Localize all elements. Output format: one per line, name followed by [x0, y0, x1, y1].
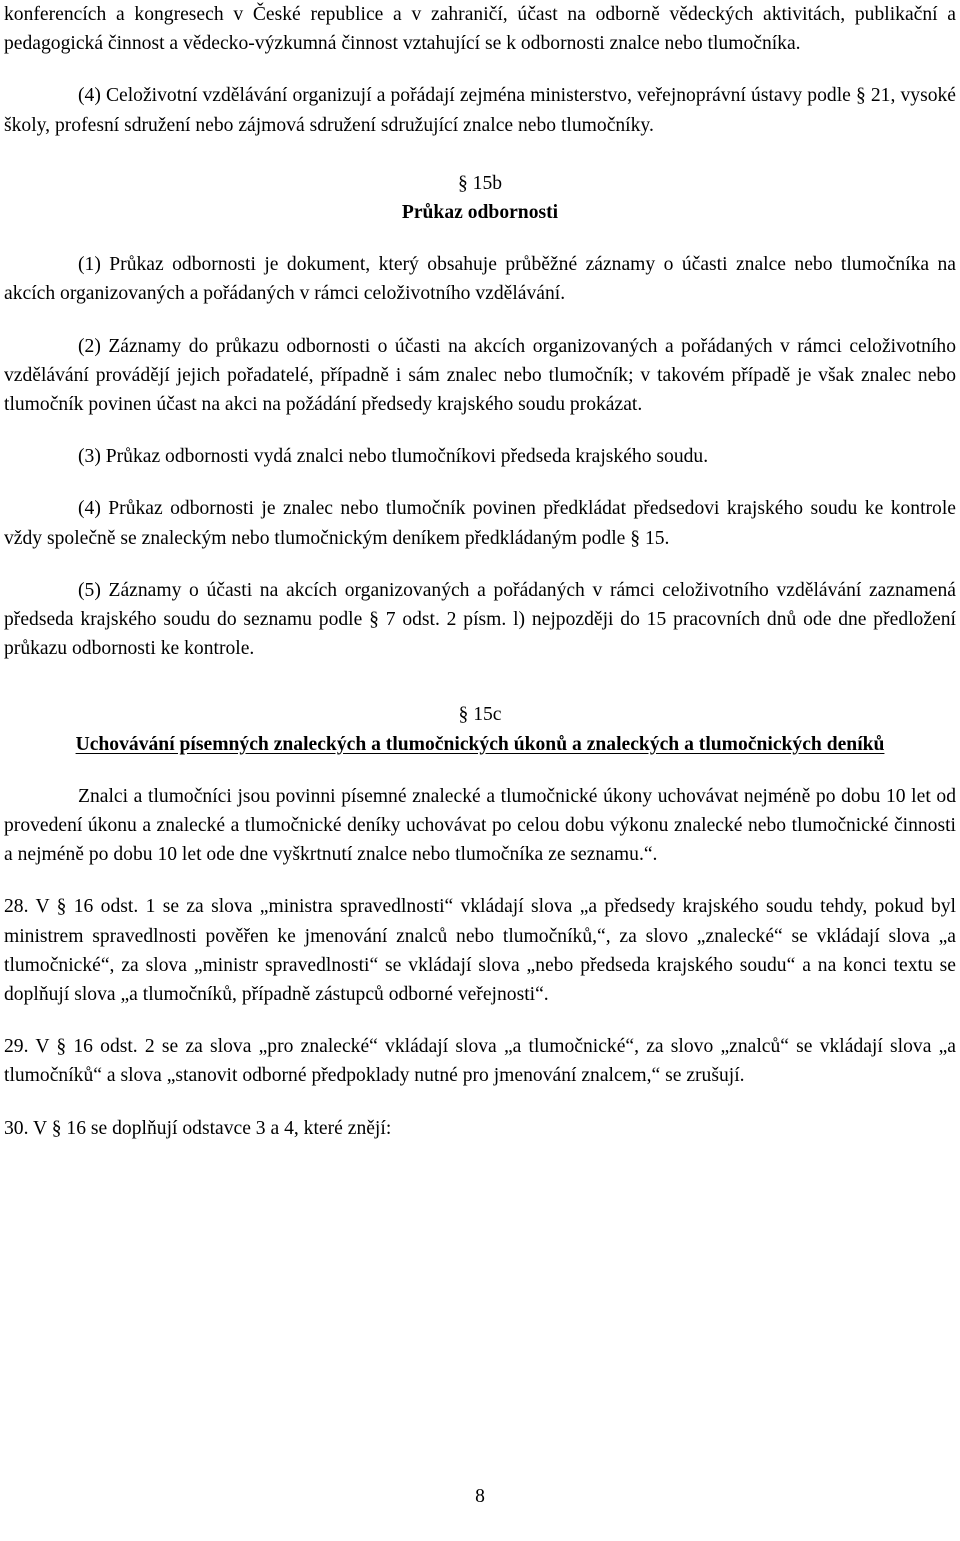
- section-15c-title: Uchovávání písemných znaleckých a tlumočnických úkonů a znaleckých a tlumočnických deníků: [75, 733, 885, 755]
- section-15c-number: § 15c: [458, 704, 502, 726]
- section-15b-paragraph-2: (2) Záznamy do průkazu odbornosti o účasti na akcích organizovaných a pořádaných v rámci celoživotního vzdělávání provádějí jejich pořadatelé, případně i sám znalec nebo tlumočník; v takovém případě je však znalec nebo tlumočník povinen účast na akci na požádání předsedy krajského soudu prokázat.: [4, 335, 956, 416]
- paragraph-intro: konferencích a kongresech v České republice a v zahraničí, účast na odborně vědeckých aktivitách, publikační a pedagogická činnost a vědecko-výzkumná činnost vztahující se k odbornosti znalce nebo tlumočníka.: [4, 4, 956, 55]
- section-15b-paragraph-4: (4) Průkaz odbornosti je znalec nebo tlumočník povinen předkládat předsedovi krajského soudu ke kontrole vždy společně se znaleckým nebo tlumočnickým deníkem předkládaným podle § 15.: [4, 498, 956, 549]
- section-15b-paragraph-1: (1) Průkaz odbornosti je dokument, který obsahuje průběžné záznamy o účasti znalce nebo tlumočníka na akcích organizovaných a pořádaných v rámci celoživotního vzdělávání.: [4, 254, 956, 305]
- section-15b-title: Průkaz odbornosti: [401, 202, 559, 224]
- amendment-item-28: 28. V § 16 odst. 1 se za slova „ministra spravedlnosti“ vkládají slova „a předsedy krajského soudu tehdy, pokud byl ministrem spravedlnosti pověřen ke jmenování znalců nebo tlumočníků,“, za slovo „znalecké“ se vkládají slova „a tlumočnické“, za slova „ministr spravedlnosti“ se vkládají slova „nebo předseda krajského soudu“ a na konci textu se doplňují slova „a tlumočníků, případně zástupců odborné veřejnosti“.: [4, 896, 956, 1006]
- section-15b-paragraph-5: (5) Záznamy o účasti na akcích organizovaných a pořádaných v rámci celoživotního vzdělávání zaznamená předseda krajského soudu do seznamu podle § 7 odst. 2 písm. l) nejpozději do 15 pracovních dnů ode dne předložení průkazu odbornosti ke kontrole.: [4, 579, 956, 660]
- document-page: [4, 0, 956, 1143]
- amendment-item-29: 29. V § 16 odst. 2 se za slova „pro znalecké“ vkládají slova „a tlumočnické“, za slovo „znalců“ se vkládají slova „a tlumočníků“ a slova „stanovit odborné předpoklady nutné pro jmenování znalcem,“ se zrušují.: [4, 1036, 956, 1087]
- section-15c-body: Znalci a tlumočníci jsou povinni písemné znalecké a tlumočnické úkony uchovávat nejméně po dobu 10 let od provedení úkonu a znalecké a tlumočnické deníky uchovávat po celou dobu výkonu znalecké nebo tlumočnické činnosti a nejméně po dobu 10 let ode dne vyškrtnutí znalce nebo tlumočníka ze seznamu.“.: [4, 785, 956, 866]
- paragraph-4-lifelong-education: (4) Celoživotní vzdělávání organizují a pořádají zejména ministerstvo, veřejnoprávní ústavy podle § 21, vysoké školy, profesní sdružení nebo zájmová sdružení sdružující znalce nebo tlumočníky.: [4, 85, 956, 136]
- page-number: 8: [475, 1486, 485, 1507]
- section-15b-paragraph-3: (3) Průkaz odbornosti vydá znalci nebo tlumočníkovi předseda krajského soudu.: [78, 446, 709, 468]
- section-15b-number: § 15b: [457, 172, 503, 194]
- amendment-item-30: 30. V § 16 se doplňují odstavce 3 a 4, které znějí:: [4, 1117, 392, 1139]
